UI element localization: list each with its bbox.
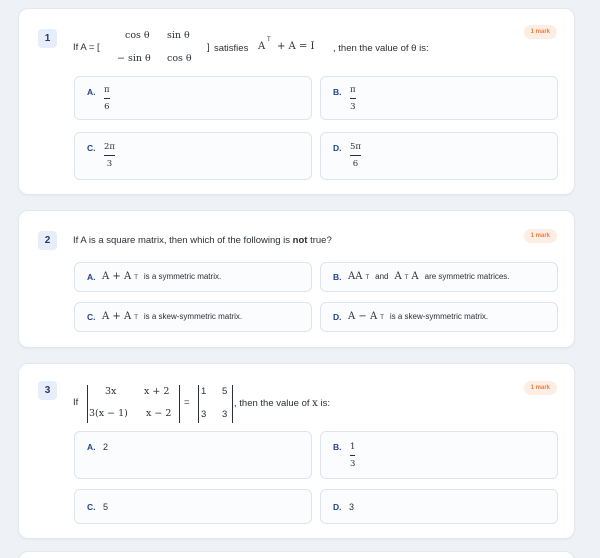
question-number: 3 bbox=[38, 381, 57, 400]
option-d[interactable] bbox=[320, 489, 558, 524]
determinant-entry: 3(x − 1) bbox=[89, 408, 128, 419]
option-c[interactable] bbox=[74, 489, 312, 524]
question-card-2 bbox=[18, 210, 575, 348]
determinant-entry: 3 bbox=[201, 409, 207, 420]
option-a[interactable] bbox=[74, 76, 312, 120]
option-value: 5 bbox=[103, 502, 109, 512]
question-card-1: 1 1 mark If A = [ cos θ sin θ − sin θ cos θ ] satisfies A T + A = I , then the value of θ is: A. π 6 B. π 3 C. 2π 3 D. 5π 6 bbox=[18, 8, 575, 195]
option-letter: A. bbox=[87, 272, 96, 282]
option-letter: B. bbox=[333, 87, 342, 97]
determinant-entry: 3 bbox=[222, 409, 228, 420]
option-letter: D. bbox=[333, 502, 342, 512]
option-letter: D. bbox=[333, 312, 342, 322]
option-d[interactable] bbox=[320, 132, 558, 180]
option-c[interactable] bbox=[74, 132, 312, 180]
question-number: 2 bbox=[38, 231, 57, 250]
option-letter: B. bbox=[333, 442, 342, 452]
question-text: If A is a square matrix, then which of the following is not true? bbox=[73, 235, 332, 246]
question-card-4 bbox=[18, 551, 575, 558]
option-letter: C. bbox=[87, 143, 96, 153]
option-value: 3 bbox=[349, 502, 355, 512]
determinant-entry: 3x bbox=[105, 386, 117, 397]
determinant-entry: 5 bbox=[222, 386, 228, 397]
option-letter: A. bbox=[87, 442, 96, 452]
option-letter: D. bbox=[333, 143, 342, 153]
determinant-bar bbox=[179, 385, 180, 423]
fraction: 5π 6 bbox=[350, 142, 361, 169]
matrix-entry: sin θ bbox=[167, 30, 190, 41]
option-c[interactable]: C. A + A T is a skew-symmetric matrix. bbox=[74, 302, 312, 332]
determinant-bar bbox=[232, 385, 233, 423]
option-a[interactable] bbox=[74, 431, 312, 479]
fraction: 2π 3 bbox=[104, 142, 115, 169]
fraction: π 6 bbox=[104, 85, 110, 112]
option-d[interactable]: D. A − A T is a skew-symmetric matrix. bbox=[320, 302, 558, 332]
matrix-entry: − sin θ bbox=[117, 53, 151, 64]
determinant-entry: x − 2 bbox=[146, 408, 172, 419]
option-b[interactable]: B. AA T and A T A are symmetric matrices. bbox=[320, 262, 558, 292]
fraction: π 3 bbox=[350, 85, 356, 112]
option-letter: C. bbox=[87, 502, 96, 512]
option-b[interactable] bbox=[320, 76, 558, 120]
question-number: 1 bbox=[38, 29, 57, 48]
option-letter: C. bbox=[87, 312, 96, 322]
marks-badge: 1 mark bbox=[524, 229, 557, 243]
option-b[interactable] bbox=[320, 431, 558, 479]
determinant-bar bbox=[87, 385, 88, 423]
determinant-entry: x + 2 bbox=[144, 386, 170, 397]
marks-badge: 1 mark bbox=[524, 25, 557, 39]
option-a[interactable]: A. A + A T is a symmetric matrix. bbox=[74, 262, 312, 292]
option-letter: A. bbox=[87, 87, 96, 97]
matrix-entry: cos θ bbox=[125, 30, 150, 41]
question-card-3: 3 1 mark If 3x x + 2 3(x − 1) x − 2 = 1 5 3 3 , then the value of x is: A. 2 B. 1 3 C. 5 D. 3 bbox=[18, 363, 575, 539]
determinant-entry: 1 bbox=[201, 386, 207, 397]
fraction: 1 3 bbox=[350, 442, 356, 469]
matrix-entry: cos θ bbox=[167, 53, 192, 64]
determinant-bar bbox=[198, 385, 199, 423]
option-letter: B. bbox=[333, 272, 342, 282]
marks-badge: 1 mark bbox=[524, 381, 557, 395]
option-value: 2 bbox=[103, 442, 109, 452]
